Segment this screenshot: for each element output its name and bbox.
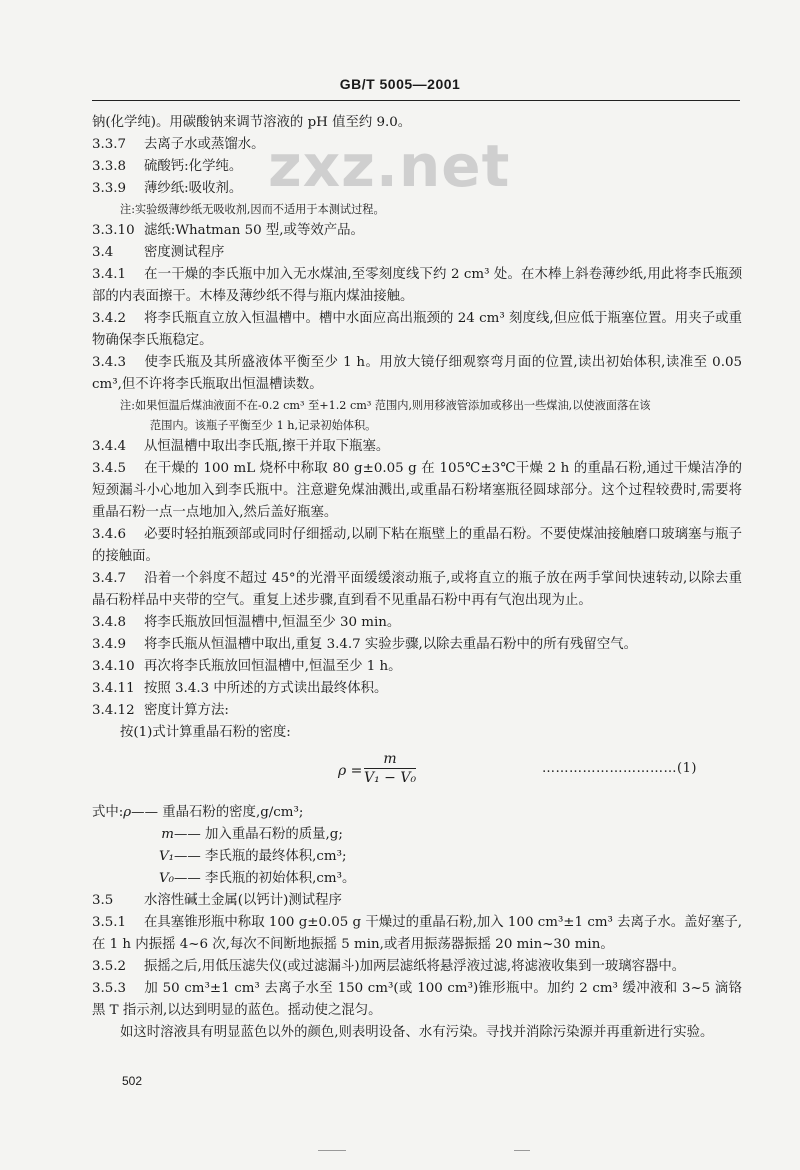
formula-number: …………………………(1) [542, 761, 697, 776]
note-1: 注:实验级薄纱纸无吸收剂,因而不适用于本测试过程。 [120, 203, 385, 216]
clause-3-3-10: 3.3.10 滤纸:Whatman 50 型,或等效产品。 [92, 223, 364, 238]
clause-3-5-3: 3.5.3 加 50 cm³±1 cm³ 去离子水至 150 cm³(或 100 cm³)锥形瓶中。加约 2 cm³ 缓冲液和 3~5 滴铬黑 T 指示剂,以达到明显的蓝色。摇动使之混匀。 [92, 981, 742, 1018]
clause-3-4-12: 3.4.12 密度计算方法: [92, 703, 229, 718]
clause-3-4-11: 3.4.11 按照 3.4.3 中所述的方式读出最终体积。 [92, 681, 388, 696]
clause-3-4-10: 3.4.10 再次将李氏瓶放回恒温槽中,恒温至少 1 h。 [92, 659, 402, 674]
density-formula [92, 746, 742, 802]
clause-3-5-2: 3.5.2 振摇之后,用低压滤失仪(或过滤漏斗)加两层滤纸将悬浮液过滤,将滤液收集到一玻璃容器中。 [92, 959, 686, 974]
section-3-4-heading: 3.4 密度测试程序 [92, 245, 225, 260]
clause-3-4-6: 3.4.6 必要时轻拍瓶颈部或同时仔细摇动,以刷下粘在瓶壁上的重晶石粉。不要使煤油接触磨口玻璃塞与瓶子的接触面。 [92, 527, 742, 564]
clause-3-4-1: 3.4.1 在一干燥的李氏瓶中加入无水煤油,至零刻度线下约 2 cm³ 处。在木棒上斜卷薄纱纸,用此将李氏瓶颈部的内表面擦干。木棒及薄纱纸不得与瓶内煤油接触。 [92, 267, 742, 304]
formula-lhs: ρ = [338, 763, 363, 779]
clause-3-5-1: 3.5.1 在具塞锥形瓶中称取 100 g±0.05 g 干燥过的重晶石粉,加入 100 cm³±1 cm³ 去离子水。盖好塞子,在 1 h 内振摇 4~6 次,每次不间断地振摇 5 min,或者用振荡器振摇 20 min~30 min。 [92, 915, 742, 952]
scan-speck [514, 1150, 530, 1151]
watermark: zxz.net [268, 132, 511, 200]
header-rule [92, 100, 740, 101]
clause-3-4-9: 3.4.9 将李氏瓶从恒温槽中取出,重复 3.4.7 实验步骤,以除去重晶石粉中的所有残留空气。 [92, 637, 637, 652]
clause-3-4-2: 3.4.2 将李氏瓶直立放入恒温槽中。槽中水面应高出瓶颈的 24 cm³ 刻度线,但应低于瓶塞位置。用夹子或重物确保李氏瓶稳定。 [92, 311, 742, 348]
where-m: m—— 加入重晶石粉的质量,g; [161, 827, 343, 842]
where-v0: V₀—— 李氏瓶的初始体积,cm³。 [158, 871, 356, 886]
formula-intro: 按(1)式计算重晶石粉的密度: [120, 725, 291, 740]
clause-3-4-5: 3.4.5 在干燥的 100 mL 烧杯中称取 80 g±0.05 g 在 105℃±3℃干燥 2 h 的重晶石粉,通过干燥洁净的短颈漏斗小心地加入到李氏瓶中。注意避免煤油溅出,或重晶石粉堵塞瓶径圆球部分。这个过程较费时,需要将重晶石粉一点一点地加入,然后盖好瓶塞。 [92, 461, 742, 520]
clause-3-3-9: 3.3.9 薄纱纸:吸收剂。 [92, 181, 243, 196]
final-paragraph: 如这时溶液具有明显蓝色以外的颜色,则表明设备、水有污染。寻找并消除污染源并再重新进行实验。 [120, 1025, 714, 1040]
clause-3-4-8: 3.4.8 将李氏瓶放回恒温槽中,恒温至少 30 min。 [92, 615, 401, 630]
clause-3-3-8: 3.3.8 硫酸钙:化学纯。 [92, 159, 243, 174]
standard-header: GB/T 5005—2001 [339, 76, 461, 92]
section-3-5-heading: 3.5 水溶性碱土金属(以钙计)测试程序 [92, 893, 342, 908]
note-2-line-2: 范围内。该瓶子平衡至少 1 h,记录初始体积。 [150, 419, 377, 432]
page-number: 502 [122, 1074, 143, 1088]
clause-3-4-7: 3.4.7 沿着一个斜度不超过 45°的光滑平面缓缓滚动瓶子,或将直立的瓶子放在两手掌间快速转动,以除去重晶石粉样品中夹带的空气。重复上述步骤,直到看不见重晶石粉中再有气泡出现为止。 [92, 571, 742, 608]
clause-3-3-7: 3.3.7 去离子水或蒸馏水。 [92, 137, 265, 152]
document-body [92, 112, 742, 1044]
note-2-line-1: 注:如果恒温后煤油液面不在-0.2 cm³ 至+1.2 cm³ 范围内,则用移液管添加或移出一些煤油,以使液面落在该 [120, 399, 651, 412]
formula-denominator: V₁ − V₀ [364, 770, 417, 786]
formula-fraction [338, 750, 417, 787]
where-rho: 式中:ρ—— 重晶石粉的密度,g/cm³; [92, 805, 304, 820]
text-line: 钠(化学纯)。用碳酸钠来调节溶液的 pH 值至约 9.0。 [92, 115, 412, 130]
clause-3-4-3: 3.4.3 使李氏瓶及其所盛液体平衡至少 1 h。用放大镜仔细观察弯月面的位置,读出初始体积,读准至 0.05 cm³,但不许将李氏瓶取出恒温槽读数。 [92, 355, 742, 392]
formula-numerator: m [364, 750, 416, 769]
clause-3-4-4: 3.4.4 从恒温槽中取出李氏瓶,擦干并取下瓶塞。 [92, 439, 390, 454]
scan-speck [318, 1150, 346, 1151]
where-v1: V₁—— 李氏瓶的最终体积,cm³; [158, 849, 347, 864]
